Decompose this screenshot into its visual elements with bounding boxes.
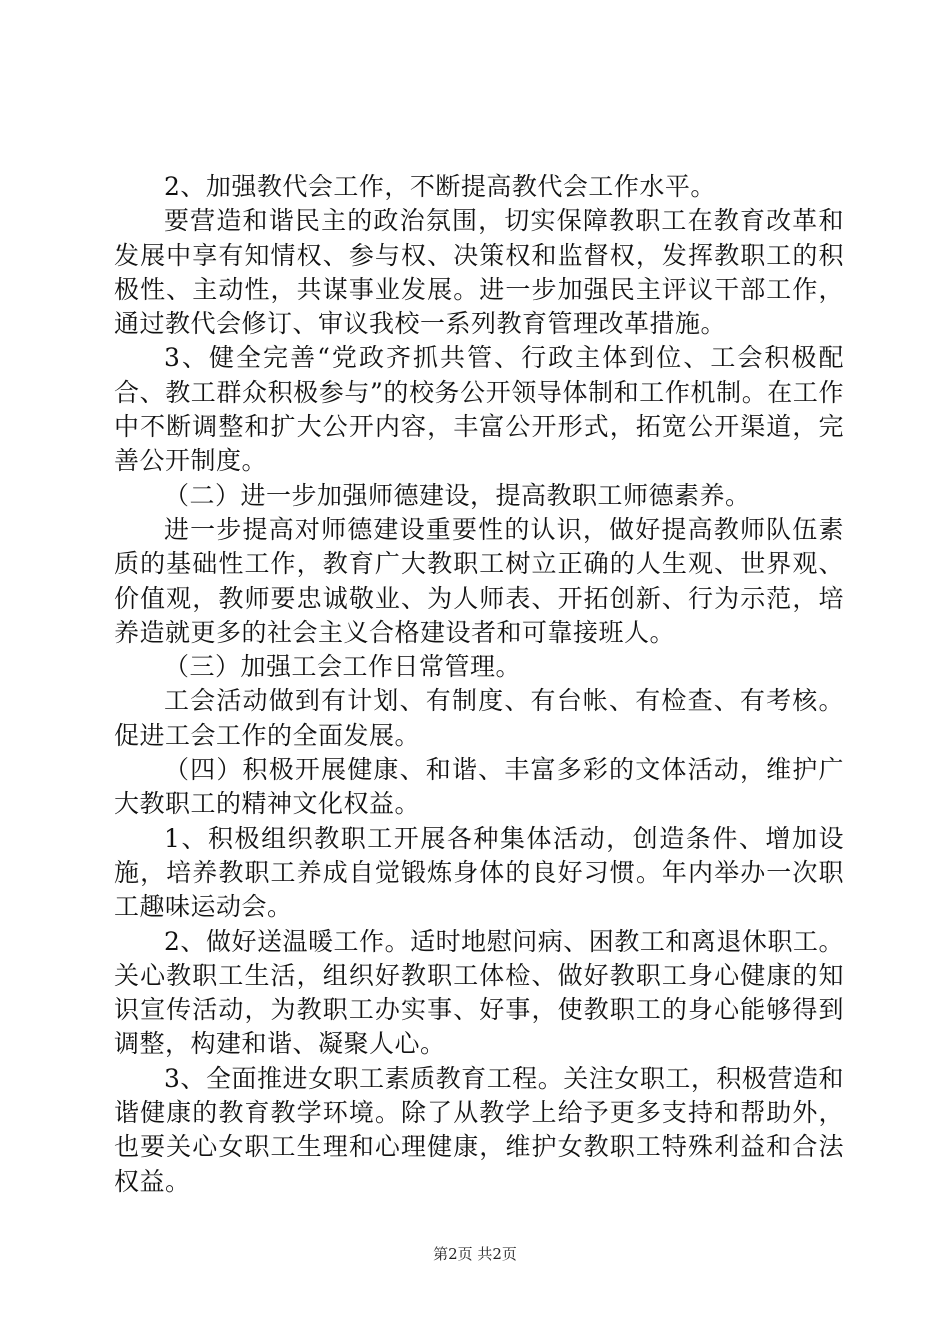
paragraph-item-3-female-staff: 3、全面推进女职工素质教育工程。关注女职工，积极营造和谐健康的教育教学环境。除了从教学上给予更多支持和帮助外，也要关心女职工生理和心理健康，维护女教职工特殊利益和合法权益。 bbox=[114, 1063, 844, 1196]
page-number-footer: 第2页 共2页 bbox=[433, 1245, 517, 1263]
section-heading-2: （二）进一步加强师德建设，提高教职工师德素养。 bbox=[164, 480, 751, 510]
paragraph-item-3-affairs-disclosure: 3、健全完善“党政齐抓共管、行政主体到位、工会积极配合、教工群众积极参与”的校务公开领导体制和工作机制。在工作中不断调整和扩大公开内容，丰富公开形式，拓宽公开渠道，完善公开制度。 bbox=[114, 343, 844, 476]
paragraph-item-1-activities: 1、积极组织教职工开展各种集体活动，创造条件、增加设施，培养教职工养成自觉锻炼身体的良好习惯。年内举办一次职工趣味运动会。 bbox=[114, 823, 844, 922]
document-body bbox=[114, 170, 844, 1199]
paragraph-democratic-atmosphere: 要营造和谐民主的政治氛围，切实保障教职工在教育改革和发展中享有知情权、参与权、决策权和监督权，发挥教职工的积极性、主动性，共谋事业发展。进一步加强民主评议干部工作，通过教代会修订、审议我校一系列教育管理改革措施。 bbox=[114, 206, 844, 339]
section-heading-4: （四）积极开展健康、和谐、丰富多彩的文体活动，维护广大教职工的精神文化权益。 bbox=[114, 755, 844, 819]
paragraph-teacher-ethics: 进一步提高对师德建设重要性的认识，做好提高教师队伍素质的基础性工作，教育广大教职工树立正确的人生观、世界观、价值观，教师要忠诚敬业、为人师表、开拓创新、行为示范，培养造就更多的社会主义合格建设者和可靠接班人。 bbox=[114, 514, 844, 647]
section-heading-3: （三）加强工会工作日常管理。 bbox=[164, 652, 522, 682]
paragraph-item-2: 2、加强教代会工作，不断提高教代会工作水平。 bbox=[164, 172, 716, 201]
paragraph-item-2-warmth: 2、做好送温暖工作。适时地慰问病、困教工和离退休职工。关心教职工生活，组织好教职工体检、做好教职工身心健康的知识宣传活动，为教职工办实事、好事，使教职工的身心能够得到调整，构建和谐、凝聚人心。 bbox=[114, 926, 844, 1059]
paragraph-union-management: 工会活动做到有计划、有制度、有台帐、有检查、有考核。促进工会工作的全面发展。 bbox=[114, 686, 844, 750]
